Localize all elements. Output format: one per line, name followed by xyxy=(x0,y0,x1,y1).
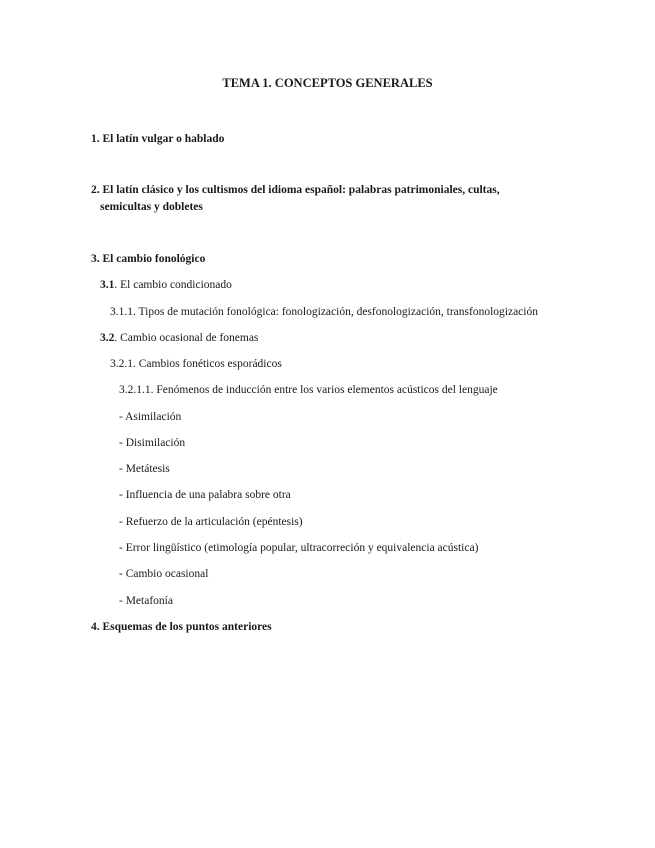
subsection-3-2-text: . Cambio ocasional de fonemas xyxy=(114,332,259,344)
list-item: - Refuerzo de la articulación (epéntesis) xyxy=(119,516,303,528)
subsection-3-2-1: 3.2.1. Cambios fonéticos esporádicos xyxy=(110,358,282,370)
list-item: - Metafonía xyxy=(119,595,173,607)
subsection-3-2 xyxy=(100,331,258,346)
section-heading-2: 2. El latín clásico y los cultismos del idioma español: palabras patrimoniales, cultas, xyxy=(91,184,500,196)
subsection-3-1-text: . El cambio condicionado xyxy=(114,279,232,291)
list-item: - Influencia de una palabra sobre otra xyxy=(119,489,291,501)
section-heading-3: 3. El cambio fonológico xyxy=(91,253,206,265)
subsection-3-1-1: 3.1.1. Tipos de mutación fonológica: fonologización, desfonologización, transfonologización xyxy=(110,306,538,318)
subsection-3-1 xyxy=(100,278,232,293)
section-heading-1: 1. El latín vulgar o hablado xyxy=(91,133,225,145)
list-item: - Metátesis xyxy=(119,463,170,475)
document-title: TEMA 1. CONCEPTOS GENERALES xyxy=(222,76,433,90)
list-item: - Disimilación xyxy=(119,437,186,449)
subsection-3-2-number: 3.2 xyxy=(100,332,115,344)
list-item: - Asimilación xyxy=(119,411,182,423)
section-heading-2-continuation: semicultas y dobletes xyxy=(100,201,203,213)
list-item: - Cambio ocasional xyxy=(119,568,209,580)
subsection-3-1-number: 3.1 xyxy=(100,279,115,291)
list-item: - Error lingüístico (etimología popular, ultracorreción y equivalencia acústica) xyxy=(119,542,479,554)
subsection-3-2-1-1: 3.2.1.1. Fenómenos de inducción entre los varios elementos acústicos del lenguaje xyxy=(119,384,498,396)
section-heading-4: 4. Esquemas de los puntos anteriores xyxy=(91,621,272,633)
